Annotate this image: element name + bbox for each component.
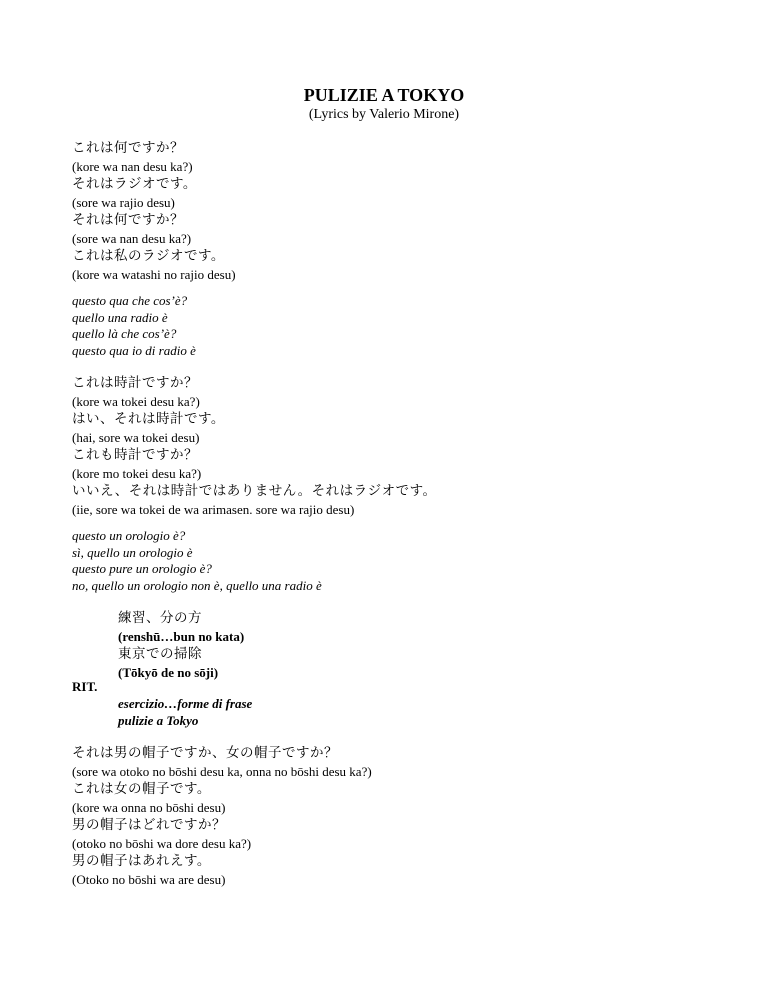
- lyric-line-japanese: それはラジオです。: [72, 176, 197, 192]
- chorus-translation-line: esercizio…forme di frase: [118, 696, 253, 711]
- chorus-label: RIT.: [72, 679, 98, 694]
- lyric-line-romaji: (Otoko no bōshi wa are desu): [72, 872, 226, 887]
- document-title: PULIZIE A TOKYO: [303, 85, 465, 105]
- lyric-line-japanese: これは女の帽子です。: [72, 781, 211, 797]
- lyric-line-japanese: それは男の帽子ですか、女の帽子ですか？: [72, 745, 338, 761]
- chorus-line-romaji: (renshū…bun no kata): [118, 629, 245, 644]
- translation-line: quello una radio è: [72, 309, 168, 325]
- translation-1: [72, 293, 732, 359]
- lyric-line-japanese: はい、それは時計です。: [72, 411, 225, 427]
- verse-2: [72, 374, 732, 518]
- lyric-line-japanese: これは何ですか？: [72, 140, 184, 156]
- translation-line: questo qua io di radio è: [72, 342, 196, 358]
- lyric-line-japanese: 男の帽子はあれえす。: [72, 853, 211, 869]
- lyric-line-romaji: (sore wa nan desu ka?): [72, 231, 192, 246]
- translation-line: no, quello un orologio non è, quello una radio è: [72, 577, 322, 593]
- translation-2: [72, 528, 732, 594]
- translation-line: questo un orologio è?: [72, 528, 186, 543]
- lyric-line-romaji: (kore wa onna no bōshi desu): [72, 800, 226, 815]
- chorus-translation: [118, 695, 718, 729]
- translation-line: quello là che cos’è?: [72, 326, 177, 341]
- lyric-line-romaji: (sore wa otoko no bōshi desu ka, onna no bōshi desu ka?): [72, 764, 372, 779]
- lyric-line-japanese: 男の帽子はどれですか？: [72, 817, 226, 833]
- chorus-block: [118, 609, 718, 681]
- lyric-line-romaji: (kore mo tokei desu ka?): [72, 466, 202, 481]
- lyric-line-romaji: (kore wa tokei desu ka?): [72, 394, 200, 409]
- chorus-line-japanese: 練習、分の方: [118, 610, 202, 626]
- lyric-line-japanese: それは何ですか？: [72, 212, 184, 228]
- translation-line: sì, quello un orologio è: [72, 544, 193, 560]
- translation-line: questo pure un orologio è?: [72, 561, 212, 576]
- lyric-line-japanese: これは時計ですか？: [72, 375, 198, 391]
- lyric-line-romaji: (kore wa watashi no rajio desu): [72, 267, 236, 282]
- chorus-translation-line: pulizie a Tokyo: [118, 713, 199, 728]
- lyric-line-japanese: これは私のラジオです。: [72, 248, 225, 264]
- lyric-line-romaji: (sore wa rajio desu): [72, 195, 175, 210]
- chorus-line-japanese: 東京での掃除: [118, 646, 202, 662]
- verse-3: [72, 744, 732, 888]
- lyric-line-romaji: (kore wa nan desu ka?): [72, 159, 193, 174]
- lyric-line-japanese: いいえ、それは時計ではありません。それはラジオです。: [72, 483, 437, 499]
- lyric-line-romaji: (iie, sore wa tokei de wa arimasen. sore wa rajio desu): [72, 502, 355, 517]
- lyric-line-romaji: (otoko no bōshi wa dore desu ka?): [72, 836, 252, 851]
- chorus-line-romaji: (Tōkyō de no sōji): [118, 665, 219, 680]
- lyric-line-romaji: (hai, sore wa tokei desu): [72, 430, 200, 445]
- verse-1: [72, 139, 732, 283]
- lyric-line-japanese: これも時計ですか？: [72, 447, 198, 463]
- translation-line: questo qua che cos’è?: [72, 293, 188, 308]
- document-subtitle: (Lyrics by Valerio Mirone): [308, 107, 460, 122]
